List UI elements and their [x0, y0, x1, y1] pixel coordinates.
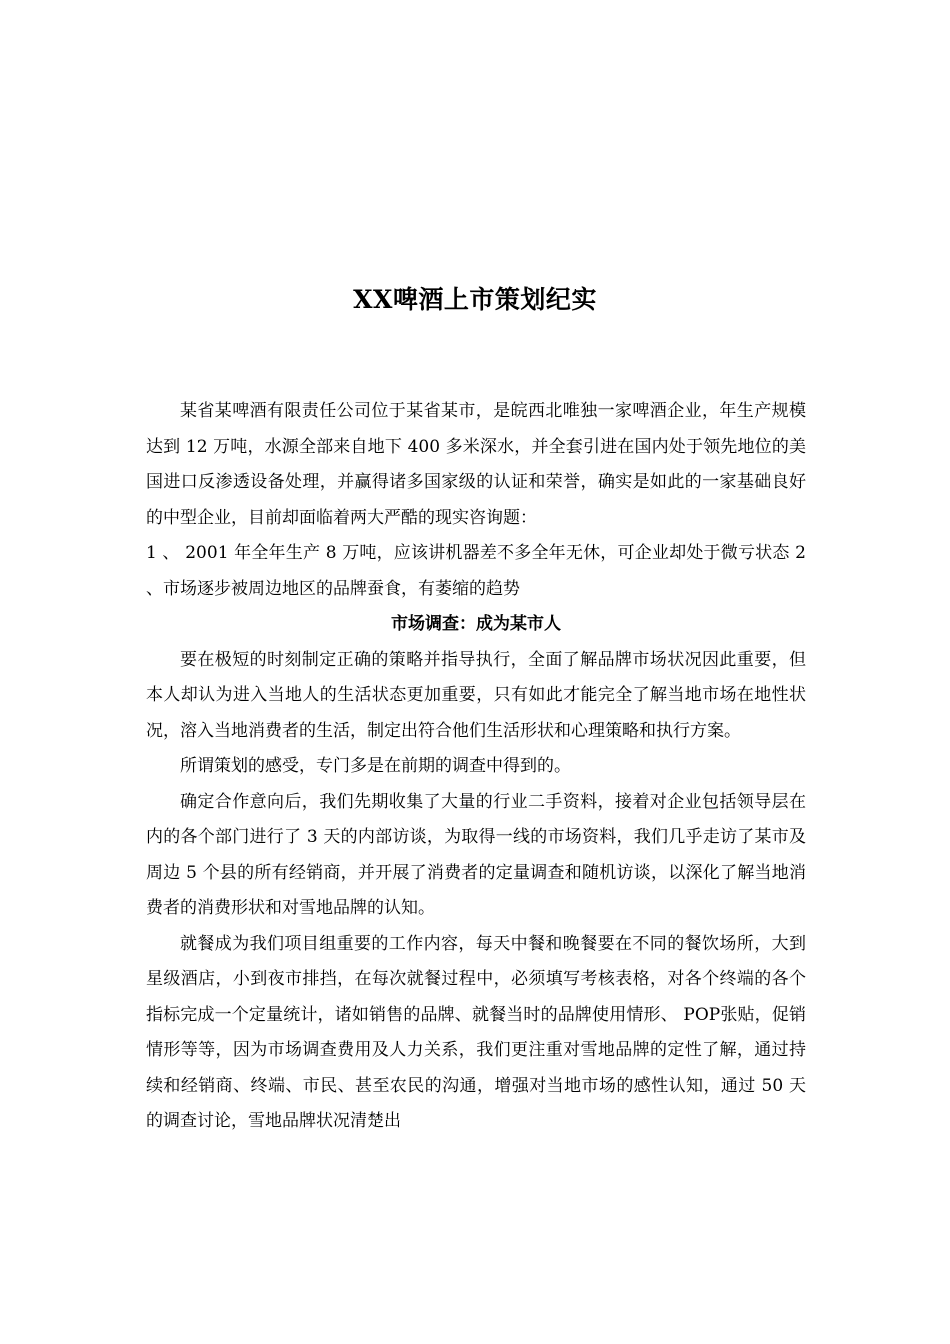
- intro-list-paragraph: 1 、 2001 年全年生产 8 万吨，应该讲机器差不多全年无休，可企业却处于微亏状态 2 、市场逐步被周边地区的品牌蚕食，有萎缩的趋势: [146, 543, 806, 599]
- body-paragraph: 要在极短的时刻制定正确的策略并指导执行，全面了解品牌市场状况因此重要，但本人却认为进入当地人的生活状态更加重要，只有如此才能完全了解当地市场在地性状况，溶入当地消费者的生活，制定出符合他们生活形状和心理策略和执行方案。: [146, 649, 806, 741]
- section-heading: 市场调查：成为某市人: [391, 614, 561, 634]
- intro-paragraph: 某省某啤酒有限责任公司位于某省某市，是皖西北唯独一家啤酒企业，年生产规模达到 12 万吨，水源全部来自地下 400 多米深水，并全套引进在国内处于领先地位的美国进口反渗透设备处理，并赢得诸多国家级的认证和荣誉，确实是如此的一家基础良好的中型企业，目前却面临着两大严酷的现实咨询题：: [146, 401, 806, 528]
- body-paragraph: 确定合作意向后，我们先期收集了大量的行业二手资料，接着对企业包括领导层在内的各个部门进行了 3 天的内部访谈，为取得一线的市场资料，我们几乎走访了某市及周边 5 个县的所有经销商，并开展了消费者的定量调查和随机访谈，以深化了解当地消费者的消费形状和对雪地品牌的认知。: [146, 791, 806, 918]
- body-paragraph: 所谓策划的感受，专门多是在前期的调查中得到的。: [180, 756, 571, 776]
- document-title: XX啤酒上市策划纪实: [353, 285, 597, 314]
- document-body: [146, 394, 806, 1140]
- body-paragraph: 就餐成为我们项目组重要的工作内容，每天中餐和晚餐要在不同的餐饮场所，大到星级酒店，小到夜市排挡，在每次就餐过程中，必须填写考核表格，对各个终端的各个指标完成一个定量统计，诸如销售的品牌、就餐当时的品牌使用情形、 POP张贴，促销情形等等，因为市场调查费用及人力关系，我们更注重对雪地品牌的定性了解，通过持续和经销商、终端、市民、甚至农民的沟通，增强对当地市场的感性认知，通过 50 天的调查讨论，雪地品牌状况清楚出: [146, 933, 806, 1131]
